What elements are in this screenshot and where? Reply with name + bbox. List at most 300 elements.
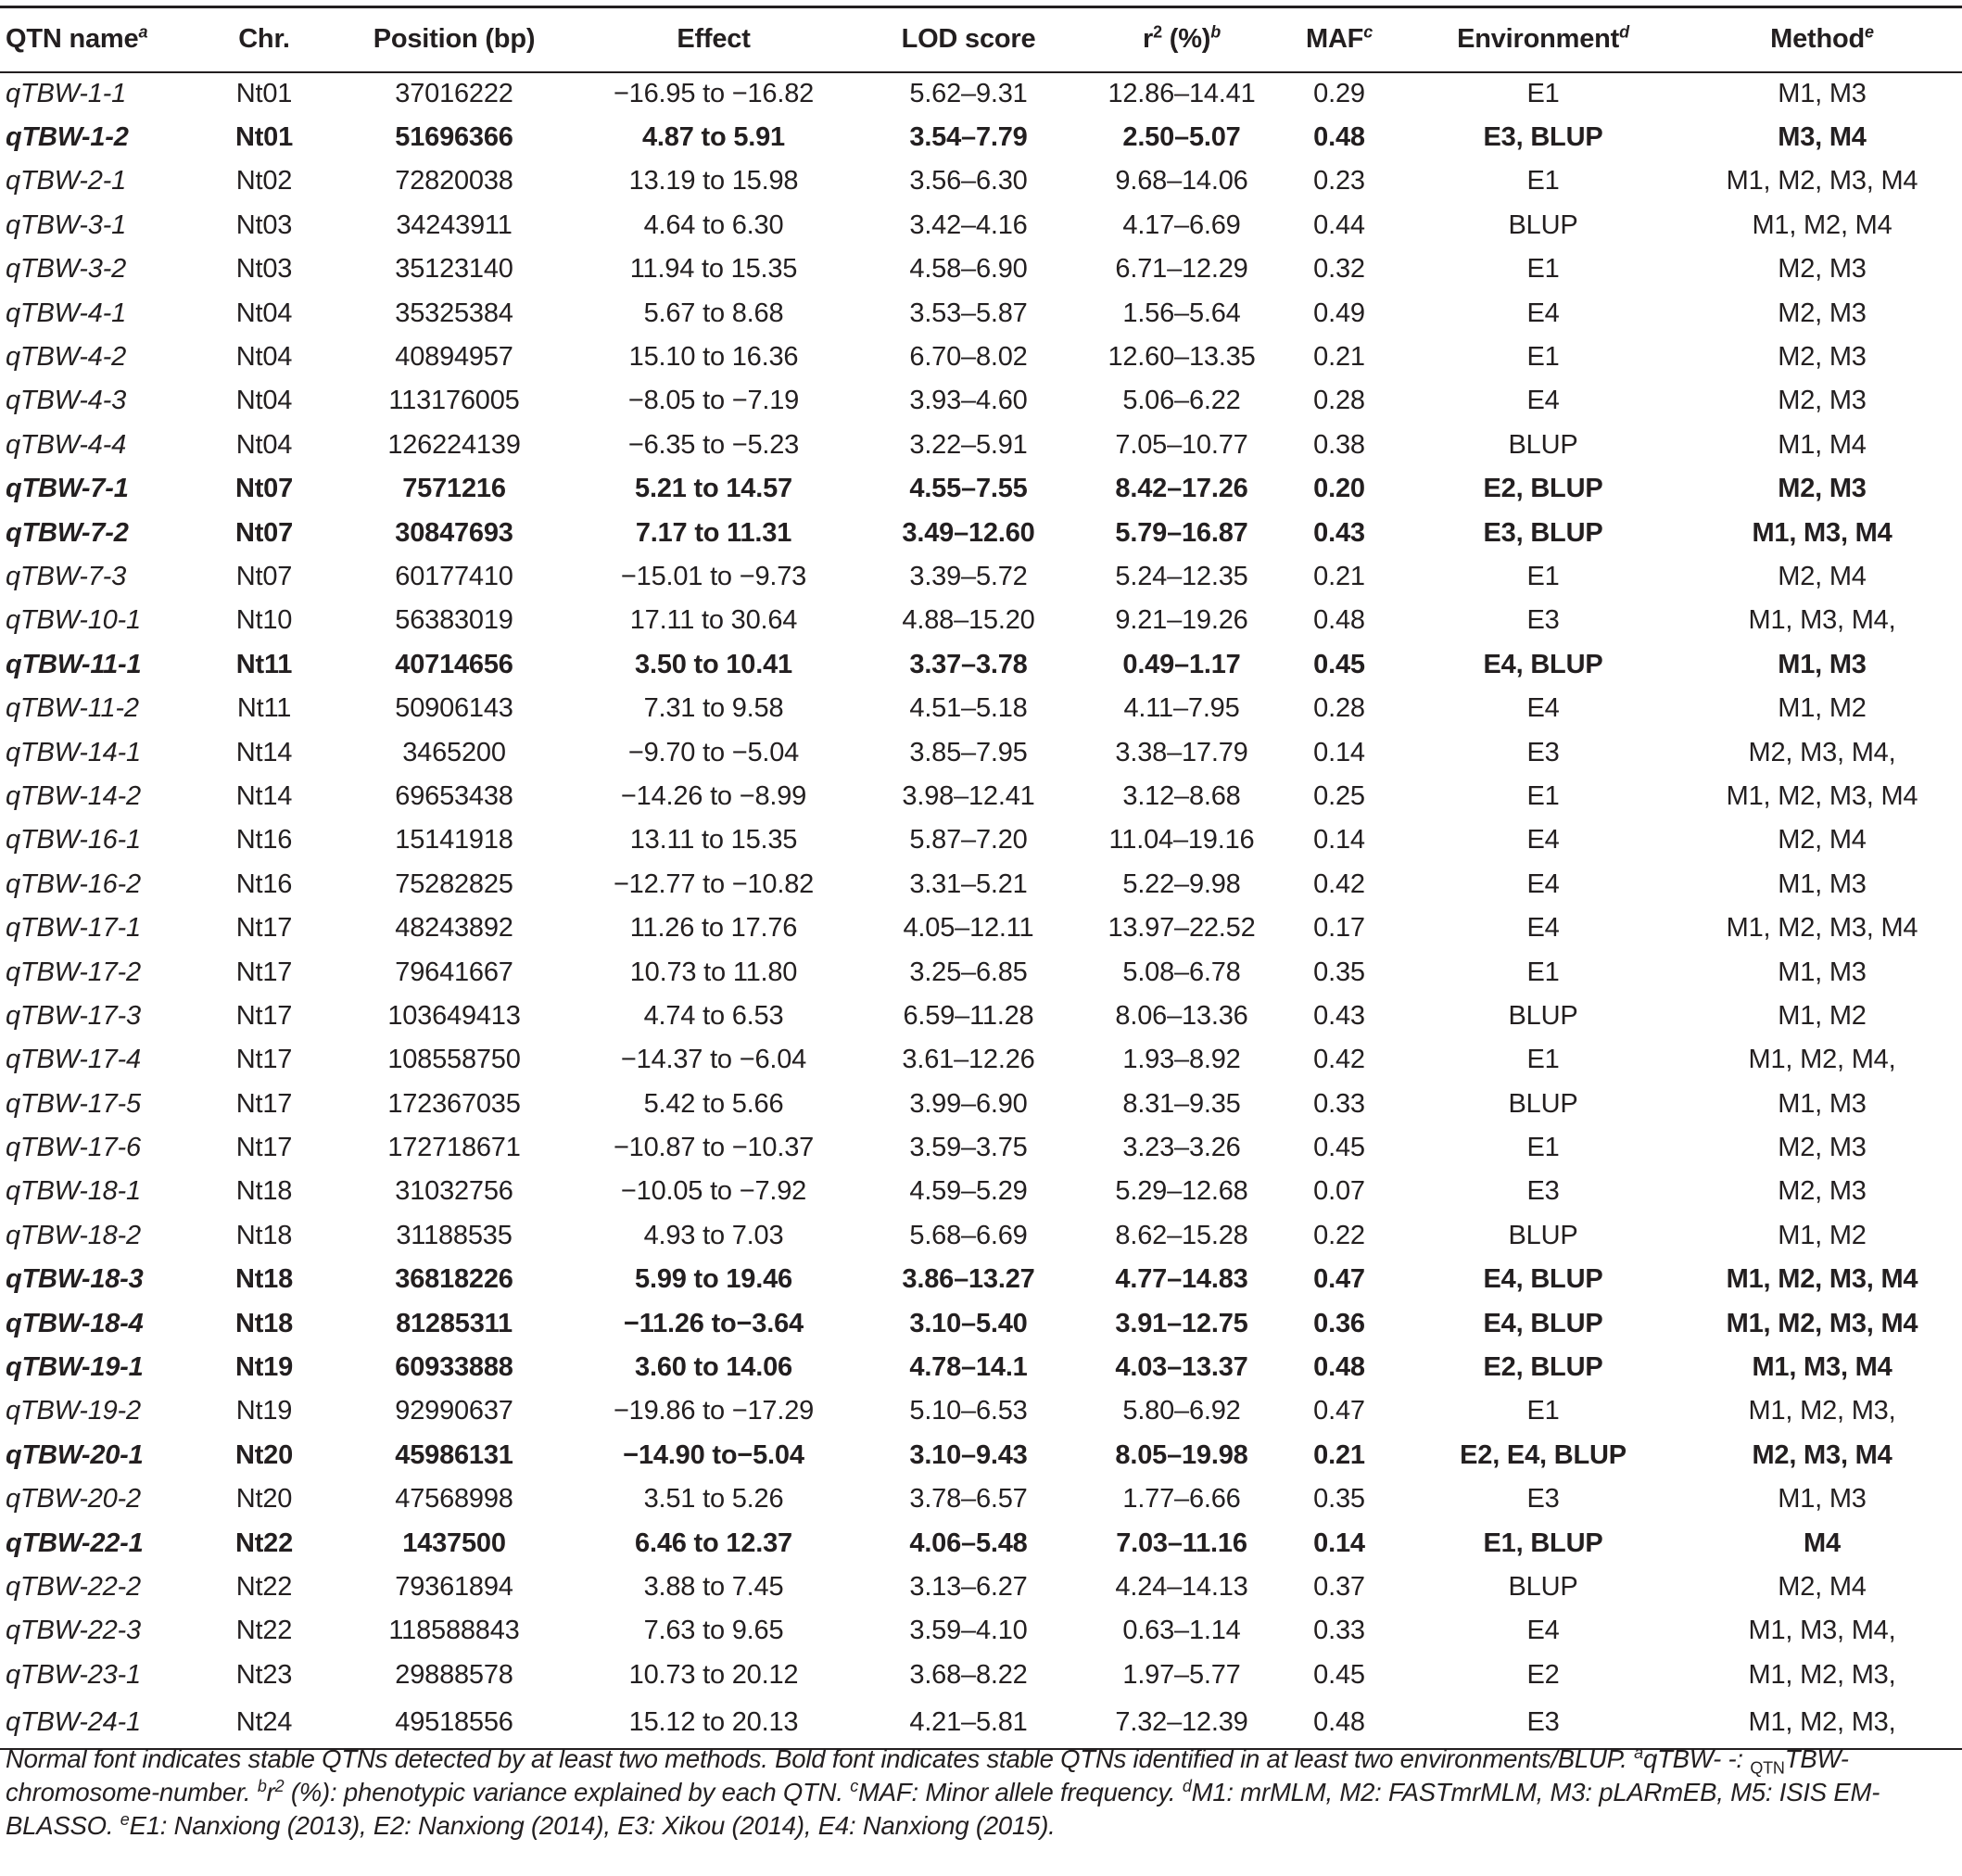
maf-cell: 0.44 (1313, 209, 1365, 240)
qtn-name-cell: qTBW-7-3 (6, 561, 127, 591)
environment-cell: E2, BLUP (1483, 1352, 1603, 1383)
method-cell: M1, M2, M3, M4 (1726, 166, 1918, 196)
table-row (0, 1697, 1962, 1749)
chr-cell: Nt16 (235, 825, 293, 856)
effect-cell: 13.11 to 15.35 (629, 825, 798, 856)
chr-cell: Nt01 (235, 79, 293, 109)
table-row (0, 1038, 1962, 1082)
method-cell: M1, M2, M3, M4 (1726, 1264, 1918, 1295)
qtn-name-cell: qTBW-20-1 (6, 1439, 144, 1470)
effect-cell: −12.77 to −10.82 (613, 868, 815, 899)
method-cell: M2, M4 (1778, 825, 1867, 856)
lod-score-cell: 3.13–6.27 (909, 1571, 1028, 1602)
maf-cell: 0.45 (1313, 1133, 1365, 1163)
environment-cell: E4, BLUP (1483, 649, 1603, 679)
r2-cell: 5.79–16.87 (1115, 517, 1248, 548)
qtn-name-cell: qTBW-18-2 (6, 1220, 141, 1250)
qtn-name-cell: qTBW-14-2 (6, 780, 141, 811)
table-row (0, 1609, 1962, 1653)
environment-cell: E2, E4, BLUP (1460, 1439, 1627, 1470)
lod-score-cell: 5.62–9.31 (909, 79, 1028, 109)
environment-cell: E4 (1526, 913, 1560, 944)
table-row (0, 555, 1962, 599)
r2-cell: 1.93–8.92 (1122, 1045, 1241, 1075)
method-cell: M1, M2, M3, (1682, 1697, 1962, 1749)
r2-cell: 1.97–5.77 (1122, 1659, 1241, 1690)
position-cell: 108558750 (387, 1045, 521, 1075)
table-row (0, 906, 1962, 950)
position-cell: 51696366 (395, 122, 513, 153)
table-row (0, 336, 1962, 379)
lod-score-cell: 4.88–15.20 (902, 605, 1035, 636)
r2-cell: 13.97–22.52 (1108, 913, 1256, 944)
table-row (0, 247, 1962, 291)
table-row (0, 1389, 1962, 1433)
method-cell: M1, M2, M3, M4 (1726, 780, 1918, 811)
effect-cell: 10.73 to 20.12 (628, 1659, 799, 1690)
qtn-name-cell: qTBW-16-2 (6, 868, 141, 899)
table-row (0, 1346, 1962, 1389)
lod-score-cell: 3.42–4.16 (909, 209, 1028, 240)
r2-cell: 3.12–8.68 (1122, 780, 1241, 811)
effect-cell: 3.88 to 7.45 (643, 1571, 784, 1602)
method-cell: M1, M3 (1778, 1088, 1867, 1119)
method-cell: M1, M3, M4, (1748, 605, 1896, 636)
lod-score-cell: 4.05–12.11 (903, 913, 1034, 944)
lod-score-cell: 3.49–12.60 (902, 517, 1035, 548)
maf-cell: 0.25 (1313, 780, 1365, 811)
environment-cell: BLUP (1508, 1088, 1578, 1119)
header-effect: Effect (579, 7, 848, 72)
method-cell: M2, M3, M4 (1752, 1439, 1892, 1470)
table-row (0, 1565, 1962, 1609)
maf-cell: 0.28 (1313, 386, 1365, 416)
chr-cell: Nt07 (234, 474, 294, 504)
effect-cell: 5.99 to 19.46 (635, 1264, 792, 1295)
effect-cell: 7.63 to 9.65 (643, 1616, 784, 1646)
qtn-name-cell: qTBW-20-2 (6, 1484, 141, 1515)
table-row (0, 863, 1962, 906)
chr-cell: Nt18 (235, 1176, 293, 1207)
lod-score-cell: 4.21–5.81 (848, 1697, 1089, 1749)
qtn-table (0, 6, 1962, 1750)
lod-score-cell: 3.31–5.21 (909, 868, 1028, 899)
effect-cell: 4.64 to 6.30 (643, 209, 784, 240)
qtn-name-cell: qTBW-4-4 (6, 429, 127, 460)
position-cell: 50906143 (395, 693, 513, 724)
method-cell: M2, M3 (1778, 386, 1867, 416)
lod-score-cell: 6.59–11.28 (903, 1000, 1034, 1031)
maf-cell: 0.14 (1313, 737, 1365, 767)
maf-cell: 0.29 (1313, 79, 1365, 109)
r2-cell: 4.77–14.83 (1115, 1264, 1248, 1295)
table-row (0, 599, 1962, 642)
header-row (0, 7, 1962, 72)
r2-cell: 4.11–7.95 (1123, 693, 1240, 724)
maf-cell: 0.43 (1313, 517, 1365, 548)
table-row (0, 291, 1962, 335)
method-cell: M1, M2 (1778, 1220, 1867, 1250)
qtn-name-cell: qTBW-3-1 (6, 209, 127, 240)
position-cell: 35123140 (395, 254, 513, 285)
chr-cell: Nt19 (234, 1352, 294, 1383)
lod-score-cell: 3.61–12.26 (902, 1045, 1035, 1075)
chr-cell: Nt18 (234, 1264, 294, 1295)
qtn-name-cell: qTBW-17-5 (6, 1088, 141, 1119)
maf-cell: 0.42 (1313, 1045, 1365, 1075)
chr-cell: Nt18 (234, 1308, 294, 1338)
r2-cell: 4.24–14.13 (1115, 1571, 1248, 1602)
r2-cell: 5.06–6.22 (1122, 386, 1241, 416)
r2-cell: 12.60–13.35 (1108, 342, 1256, 373)
qtn-name-cell: qTBW-4-2 (6, 342, 127, 373)
r2-cell: 11.04–19.16 (1108, 825, 1255, 856)
environment-cell: BLUP (1508, 209, 1578, 240)
qtn-name-cell: qTBW-17-2 (6, 957, 141, 987)
chr-cell: Nt17 (235, 1045, 293, 1075)
environment-cell: BLUP (1508, 1000, 1578, 1031)
effect-cell: −9.70 to −5.04 (627, 737, 800, 767)
effect-cell: −14.90 to−5.04 (623, 1439, 804, 1470)
table-row (0, 643, 1962, 687)
position-cell: 15141918 (395, 825, 513, 856)
r2-cell: 5.29–12.68 (1115, 1176, 1248, 1207)
maf-cell: 0.42 (1313, 868, 1365, 899)
maf-cell: 0.48 (1313, 1352, 1365, 1383)
environment-cell: E4 (1526, 825, 1560, 856)
chr-cell: Nt24 (199, 1697, 329, 1749)
qtn-name-cell: qTBW-17-1 (6, 913, 141, 944)
lod-score-cell: 5.68–6.69 (909, 1220, 1028, 1250)
qtn-name-cell: qTBW-3-2 (6, 254, 127, 285)
qtn-name-cell: qTBW-24-1 (0, 1697, 199, 1749)
table-row (0, 687, 1962, 730)
lod-score-cell: 4.55–7.55 (909, 474, 1028, 504)
method-cell: M1, M2, M3, (1748, 1659, 1896, 1690)
environment-cell: E4 (1526, 868, 1560, 899)
method-cell: M1, M3, M4 (1752, 517, 1892, 548)
table-row (0, 1170, 1962, 1213)
qtn-name-cell: qTBW-14-1 (6, 737, 141, 767)
method-cell: M2, M3 (1778, 342, 1867, 373)
position-cell: 45986131 (395, 1439, 513, 1470)
qtn-name-cell: qTBW-22-3 (6, 1616, 141, 1646)
chr-cell: Nt17 (235, 1000, 293, 1031)
chr-cell: Nt22 (234, 1527, 294, 1558)
r2-cell: 4.03–13.37 (1115, 1352, 1248, 1383)
header-method: Method$^e$ (1682, 7, 1962, 72)
table-row (0, 1082, 1962, 1125)
lod-score-cell: 3.99–6.90 (909, 1088, 1028, 1119)
position-cell: 7571216 (402, 474, 506, 504)
chr-cell: Nt17 (235, 1133, 293, 1163)
lod-score-cell: 3.59–4.10 (909, 1616, 1028, 1646)
maf-cell: 0.48 (1313, 122, 1365, 153)
r2-cell: 3.23–3.26 (1122, 1133, 1241, 1163)
chr-cell: Nt19 (235, 1396, 293, 1426)
maf-cell: 0.43 (1313, 1000, 1365, 1031)
r2-cell: 8.42–17.26 (1115, 474, 1248, 504)
maf-cell: 0.35 (1313, 1484, 1365, 1515)
position-cell: 36818226 (395, 1264, 513, 1295)
method-cell: M1, M2, M4 (1752, 209, 1892, 240)
environment-cell: BLUP (1508, 429, 1578, 460)
lod-score-cell: 4.58–6.90 (909, 254, 1028, 285)
method-cell: M2, M3 (1778, 1176, 1867, 1207)
environment-cell: E1 (1526, 342, 1560, 373)
table-row (0, 950, 1962, 994)
method-cell: M1, M3 (1778, 1484, 1867, 1515)
effect-cell: 11.94 to 15.35 (629, 254, 798, 285)
qtn-name-cell: qTBW-10-1 (6, 605, 141, 636)
lod-score-cell: 3.86–13.27 (902, 1264, 1035, 1295)
environment-cell: E1 (1526, 166, 1560, 196)
effect-cell: 17.11 to 30.64 (629, 605, 798, 636)
environment-cell: E3 (1404, 1697, 1682, 1749)
chr-cell: Nt04 (235, 342, 293, 373)
environment-cell: E3 (1526, 1176, 1560, 1207)
header-lod: LOD score (848, 7, 1089, 72)
table-row (0, 204, 1962, 247)
r2-cell: 9.21–19.26 (1115, 605, 1248, 636)
table-row (0, 116, 1962, 159)
maf-cell: 0.20 (1313, 474, 1365, 504)
r2-cell: 7.03–11.16 (1116, 1527, 1247, 1558)
effect-cell: −10.87 to −10.37 (613, 1133, 815, 1163)
effect-cell: 4.74 to 6.53 (643, 1000, 784, 1031)
qtn-name-cell: qTBW-23-1 (6, 1659, 141, 1690)
effect-cell: 3.51 to 5.26 (643, 1484, 784, 1515)
lod-score-cell: 4.78–14.1 (909, 1352, 1028, 1383)
effect-cell: 15.12 to 20.13 (579, 1697, 848, 1749)
qtn-name-cell: qTBW-11-1 (6, 649, 142, 679)
environment-cell: E4 (1526, 386, 1560, 416)
table-body (0, 72, 1962, 1749)
chr-cell: Nt17 (235, 1088, 293, 1119)
r2-cell: 9.68–14.06 (1115, 166, 1248, 196)
method-cell: M1, M2, M3, M4 (1726, 913, 1918, 944)
table-row (0, 1654, 1962, 1697)
table-row (0, 1301, 1962, 1345)
method-cell: M1, M2, M3, (1748, 1396, 1896, 1426)
lod-score-cell: 3.93–4.60 (909, 386, 1028, 416)
maf-cell: 0.38 (1313, 429, 1365, 460)
lod-score-cell: 4.51–5.18 (909, 693, 1028, 724)
maf-cell: 0.48 (1313, 605, 1365, 636)
position-cell: 29888578 (395, 1659, 513, 1690)
method-cell: M1, M2 (1778, 1000, 1867, 1031)
maf-cell: 0.28 (1313, 693, 1365, 724)
chr-cell: Nt04 (235, 386, 293, 416)
qtn-name-cell: qTBW-2-1 (6, 166, 127, 196)
position-cell: 60933888 (395, 1352, 513, 1383)
r2-cell: 12.86–14.41 (1108, 79, 1256, 109)
effect-cell: −16.95 to −16.82 (613, 79, 815, 109)
effect-cell: 7.17 to 11.31 (635, 517, 792, 548)
position-cell: 49518556 (329, 1697, 579, 1749)
lod-score-cell: 3.22–5.91 (909, 429, 1028, 460)
method-cell: M1, M3, M4, (1748, 1616, 1896, 1646)
maf-cell: 0.21 (1313, 561, 1365, 591)
r2-cell: 2.50–5.07 (1122, 122, 1241, 153)
position-cell: 79361894 (395, 1571, 513, 1602)
r2-cell: 8.05–19.98 (1115, 1439, 1248, 1470)
r2-cell: 6.71–12.29 (1115, 254, 1248, 285)
lod-score-cell: 3.85–7.95 (909, 737, 1028, 767)
r2-cell: 3.38–17.79 (1115, 737, 1248, 767)
method-cell: M2, M3 (1778, 298, 1867, 328)
method-cell: M2, M3 (1778, 1133, 1867, 1163)
chr-cell: Nt14 (235, 737, 293, 767)
position-cell: 126224139 (387, 429, 521, 460)
effect-cell: −6.35 to −5.23 (627, 429, 800, 460)
effect-cell: −11.26 to−3.64 (624, 1308, 804, 1338)
r2-cell: 8.31–9.35 (1122, 1088, 1241, 1119)
method-cell: M1, M3, M4 (1752, 1352, 1892, 1383)
r2-cell: 5.08–6.78 (1122, 957, 1241, 987)
chr-cell: Nt01 (234, 122, 294, 153)
position-cell: 3465200 (402, 737, 506, 767)
method-cell: M2, M3 (1778, 254, 1867, 285)
maf-cell: 0.32 (1313, 254, 1365, 285)
chr-cell: Nt20 (234, 1439, 294, 1470)
environment-cell: E3 (1526, 605, 1560, 636)
effect-cell: 15.10 to 16.36 (628, 342, 799, 373)
lod-score-cell: 3.39–5.72 (909, 561, 1028, 591)
maf-cell: 0.47 (1313, 1396, 1365, 1426)
qtn-name-cell: qTBW-4-1 (6, 298, 127, 328)
effect-cell: 5.67 to 8.68 (643, 298, 784, 328)
maf-cell: 0.14 (1313, 1527, 1365, 1558)
position-cell: 172367035 (387, 1088, 521, 1119)
method-cell: M2, M4 (1778, 561, 1867, 591)
chr-cell: Nt03 (235, 209, 293, 240)
lod-score-cell: 3.54–7.79 (909, 122, 1028, 153)
effect-cell: 5.21 to 14.57 (635, 474, 792, 504)
chr-cell: Nt11 (236, 693, 292, 724)
table-row (0, 1477, 1962, 1521)
maf-cell: 0.49 (1313, 298, 1365, 328)
header-qtn-name: QTN name$^a$ (0, 7, 199, 72)
position-cell: 47568998 (395, 1484, 513, 1515)
method-cell: M1, M3 (1778, 957, 1867, 987)
lod-score-cell: 3.59–3.75 (909, 1133, 1028, 1163)
effect-cell: −15.01 to −9.73 (620, 561, 807, 591)
position-cell: 72820038 (395, 166, 513, 196)
position-cell: 79641667 (395, 957, 513, 987)
table-row (0, 1434, 1962, 1477)
method-cell: M3, M4 (1778, 122, 1867, 153)
maf-cell: 0.33 (1313, 1616, 1365, 1646)
lod-score-cell: 3.25–6.85 (909, 957, 1028, 987)
position-cell: 81285311 (396, 1308, 513, 1338)
environment-cell: E4 (1526, 298, 1560, 328)
qtn-name-cell: qTBW-7-1 (6, 474, 129, 504)
position-cell: 60177410 (395, 561, 513, 591)
maf-cell: 0.14 (1313, 825, 1365, 856)
maf-cell: 0.23 (1313, 166, 1365, 196)
r2-cell: 1.56–5.64 (1122, 298, 1241, 328)
table-row (0, 1521, 1962, 1565)
maf-cell: 0.21 (1313, 342, 1365, 373)
lod-score-cell: 3.78–6.57 (909, 1484, 1028, 1515)
effect-cell: 10.73 to 11.80 (629, 957, 798, 987)
lod-score-cell: 3.98–12.41 (902, 780, 1035, 811)
chr-cell: Nt23 (235, 1659, 293, 1690)
method-cell: M1, M2 (1778, 693, 1867, 724)
environment-cell: E4 (1526, 693, 1560, 724)
position-cell: 172718671 (387, 1133, 521, 1163)
qtn-name-cell: qTBW-4-3 (6, 386, 127, 416)
position-cell: 113176005 (388, 386, 520, 416)
position-cell: 1437500 (402, 1527, 506, 1558)
qtn-name-cell: qTBW-17-4 (6, 1045, 141, 1075)
chr-cell: Nt04 (235, 298, 293, 328)
environment-cell: E3 (1526, 1484, 1560, 1515)
table-row (0, 424, 1962, 467)
position-cell: 75282825 (395, 868, 513, 899)
position-cell: 56383019 (395, 605, 513, 636)
effect-cell: −8.05 to −7.19 (627, 386, 800, 416)
effect-cell: 3.60 to 14.06 (635, 1352, 792, 1383)
effect-cell: −14.37 to −6.04 (620, 1045, 807, 1075)
environment-cell: E1 (1526, 561, 1560, 591)
chr-cell: Nt10 (235, 605, 293, 636)
position-cell: 48243892 (395, 913, 513, 944)
r2-cell: 7.05–10.77 (1115, 429, 1248, 460)
r2-cell: 5.22–9.98 (1122, 868, 1241, 899)
maf-cell: 0.21 (1313, 1439, 1365, 1470)
lod-score-cell: 4.06–5.48 (909, 1527, 1028, 1558)
table-row (0, 1258, 1962, 1301)
maf-cell: 0.47 (1313, 1264, 1365, 1295)
effect-cell: −10.05 to −7.92 (620, 1176, 807, 1207)
method-cell: M1, M2, M3, M4 (1726, 1308, 1918, 1338)
environment-cell: E4 (1526, 1616, 1560, 1646)
effect-cell: 3.50 to 10.41 (635, 649, 792, 679)
qtn-name-cell: qTBW-17-3 (6, 1000, 141, 1031)
method-cell: M1, M4 (1778, 429, 1867, 460)
effect-cell: 6.46 to 12.37 (635, 1527, 792, 1558)
environment-cell: E2, BLUP (1483, 474, 1603, 504)
table-row (0, 730, 1962, 774)
qtn-name-cell: qTBW-22-1 (6, 1527, 144, 1558)
qtn-name-cell: qTBW-22-2 (6, 1571, 141, 1602)
effect-cell: 4.87 to 5.91 (642, 122, 785, 153)
position-cell: 103649413 (387, 1000, 521, 1031)
qtn-name-cell: qTBW-19-2 (6, 1396, 141, 1426)
position-cell: 37016222 (395, 79, 513, 109)
lod-score-cell: 3.37–3.78 (909, 649, 1028, 679)
r2-cell: 0.49–1.17 (1122, 649, 1241, 679)
method-cell: M1, M3 (1778, 868, 1867, 899)
effect-cell: 11.26 to 17.76 (629, 913, 798, 944)
maf-cell: 0.36 (1313, 1308, 1365, 1338)
qtn-name-cell: qTBW-18-3 (6, 1264, 144, 1295)
table-row (0, 995, 1962, 1038)
chr-cell: Nt22 (235, 1571, 293, 1602)
effect-cell: 4.93 to 7.03 (643, 1220, 784, 1250)
position-cell: 35325384 (395, 298, 513, 328)
maf-cell: 0.35 (1313, 957, 1365, 987)
environment-cell: E2 (1526, 1659, 1560, 1690)
lod-score-cell: 4.59–5.29 (909, 1176, 1028, 1207)
header-r2: $r^2$ (%)$^b$ (1089, 7, 1274, 72)
environment-cell: E3, BLUP (1483, 517, 1603, 548)
lod-score-cell: 3.53–5.87 (909, 298, 1028, 328)
r2-cell: 3.91–12.75 (1115, 1308, 1248, 1338)
table-row (0, 775, 1962, 818)
